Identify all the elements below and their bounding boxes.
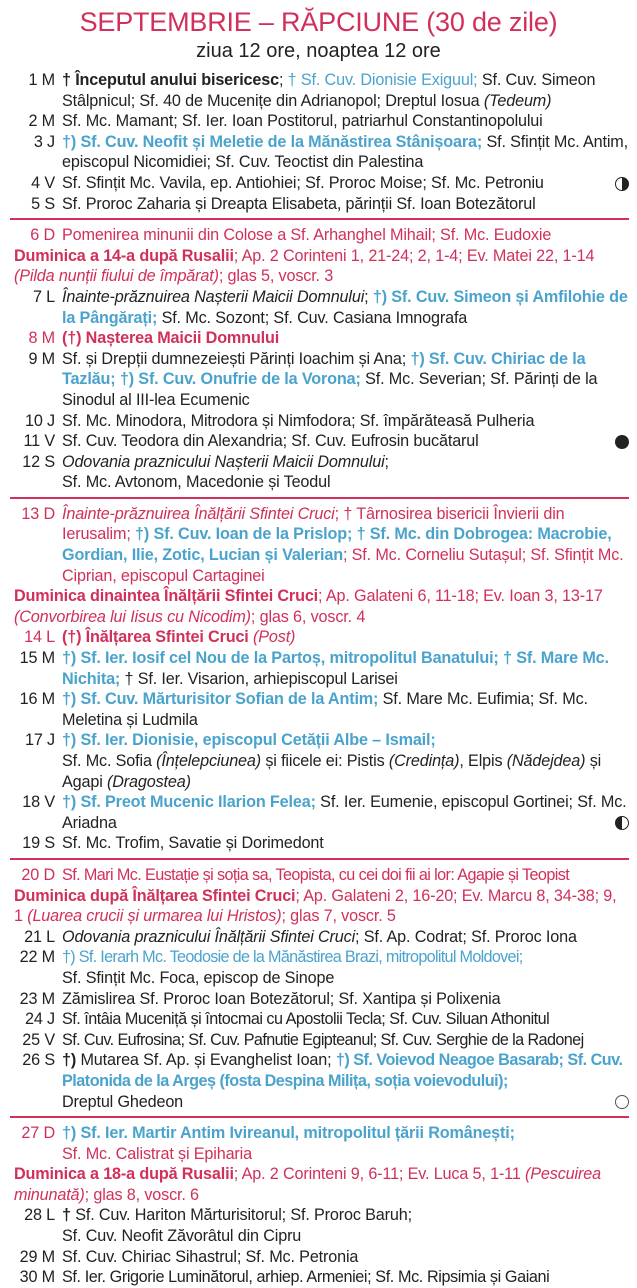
day-row-25 <box>0 1030 637 1051</box>
day-row-1 <box>0 70 637 111</box>
day-text: Sf. Mc. Mamant; Sf. Ier. Ioan Postitorul, patriarhul Constantinopolului <box>62 112 543 131</box>
text: ; † Târnosirea bisericii Învierii din Ierusalim; <box>62 504 565 544</box>
day-label: 5 S <box>31 194 55 213</box>
day-label: 26 S <box>22 1051 55 1070</box>
sunday-title: Duminica dinaintea Înălțării Sfintei Cruci <box>14 587 319 606</box>
day-row-22 <box>0 947 637 988</box>
day-row-30 <box>0 1267 637 1288</box>
week-separator <box>10 218 629 220</box>
day-label: 25 V <box>22 1030 55 1049</box>
text: Sf. Mc. Avtonom, Macedonie și Teodul <box>62 473 331 492</box>
saint-romanian: †) Sf. Voievod Neagoe Basarab; Sf. Cuv. Platonida de la Argeș (fosta Despina Milița, soția voievodului); <box>62 1051 623 1090</box>
day-row-7 <box>0 287 637 328</box>
text: ; glas 5, voscr. 3 <box>218 267 334 286</box>
day-text <box>62 792 629 833</box>
day-label: 3 J <box>33 132 55 151</box>
day-row-10 <box>0 411 637 432</box>
text: Sf. Cuv. Simeon Stâlpnicul; Sf. 40 de Mucenițe din Adrianopol; Dreptul Iosua <box>62 71 596 110</box>
day-label: 16 M <box>19 690 55 709</box>
sunday-readings-20 <box>0 886 637 927</box>
day-row-16 <box>0 689 637 730</box>
day-row-29 <box>0 1247 637 1268</box>
note: (Dragostea) <box>107 772 191 791</box>
day-text: Sf. Mari Mc. Eustație și soția sa, Teopista, cu cei doi fii ai lor: Agapie și Teopist <box>62 865 570 884</box>
day-label: 2 M <box>28 112 55 131</box>
day-text <box>62 627 629 648</box>
saint-romanian: †) Sf. Cuv. Neofit și Meletie de la Mănăstirea Stânișoara; <box>62 132 483 151</box>
text: ; Ap. Galateni 2, 16-20; Ev. Marcu 8, 34-38; 9, 1 <box>14 886 617 926</box>
day-row-2 <box>0 111 637 132</box>
note: Odovania praznicului Înălțării Sfintei Cruci <box>62 927 356 946</box>
sunday-title: Duminica a 18-a după Rusalii <box>14 1165 234 1184</box>
saint-romanian: †) Sf. Cuv. Chiriac de la Tazlău; †) Sf. Cuv. Onufrie de la Vorona; <box>62 349 586 389</box>
note: (Tedeum) <box>483 91 552 110</box>
first-quarter-moon-icon <box>615 177 629 191</box>
text: Sf. Ier. Eumenie, episcopul Gortinei; Sf. Mc. Ariadna <box>62 793 627 832</box>
day-row-19 <box>0 833 637 854</box>
day-text: Zămislirea Sf. Proroc Ioan Botezătorul; Sf. Xantipa și Polixenia <box>62 989 501 1008</box>
saint-romanian: †) Sf. Preot Mucenic Ilarion Felea; <box>62 793 316 812</box>
day-label: 4 V <box>31 173 55 192</box>
saint-romanian: † Sf. Cuv. Dionisie Exiguul; <box>287 71 478 89</box>
new-moon-icon <box>615 435 629 449</box>
day-text: Sf. Cuv. Chiriac Sihastrul; Sf. Mc. Petronia <box>62 1247 359 1266</box>
day-label: 17 J <box>25 731 55 750</box>
note: Înainte-prăznuirea Înălțării Sfintei Cruci <box>62 504 335 523</box>
day-text: Sf. Proroc Zaharia și Dreapta Elisabeta, părinții Sf. Ioan Botezătorul <box>62 194 536 213</box>
text: ; <box>364 287 373 306</box>
text: ; Ap. Galateni 6, 11-18; Ev. Ioan 3, 13-17 <box>318 587 603 606</box>
feast-marker: †) <box>62 1051 77 1070</box>
full-moon-icon <box>615 1095 629 1109</box>
day-text: Sf. întâia Muceniță și întocmai cu Apostolii Tecla; Sf. Cuv. Siluan Athonitul <box>62 1010 550 1029</box>
saint-romanian: †) Sf. Cuv. Mărturisitor Sofian de la Antim; <box>62 690 379 709</box>
day-label: 28 L <box>24 1206 55 1225</box>
day-row-5 <box>0 194 637 215</box>
text: ; Ap. 2 Corinteni 9, 6-11; Ev. Luca 5, 1-11 <box>233 1165 526 1184</box>
text: și fiicele ei: Pistis <box>261 752 389 770</box>
day-text <box>62 349 629 411</box>
day-row-26 <box>0 1050 637 1112</box>
day-label: 29 M <box>19 1247 55 1266</box>
note: (Pilda nunții fiului de împărat) <box>14 267 219 286</box>
text: Sf. Sfințit Mc. Antim, episcopul Nicomidiei; Sf. Cuv. Teoctist din Palestina <box>62 132 628 172</box>
day-text: Sf. Mc. Trofim, Savatie și Dorimedont <box>62 834 324 853</box>
text: Sf. Mc. Calistrat și Epiharia <box>62 1144 252 1163</box>
day-label: 24 J <box>25 1010 55 1029</box>
day-row-12 <box>0 452 637 493</box>
text: Sf. Mc. Sozont; Sf. Cuv. Casiana Imnografa <box>157 308 468 327</box>
day-row-20 <box>0 865 637 886</box>
note: Odovania praznicului Nașterii Maicii Domnului <box>62 452 385 471</box>
day-text <box>62 648 629 689</box>
text: Sf. Sfințit Mc. Foca, episcop de Sinope <box>62 968 335 987</box>
saint-romanian: †) Sf. Ier. Iosif cel Nou de la Partoș, mitropolitul Banatului; † Sf. Mare Mc. Nichita; <box>62 649 609 688</box>
day-row-13 <box>0 504 637 586</box>
day-text: Sf. Sfințit Mc. Vavila, ep. Antiohiei; Sf. Proroc Moise; Sf. Mc. Petroniu <box>62 173 544 192</box>
week-separator <box>10 1116 629 1118</box>
month-title: SEPTEMBRIE – RĂPCIUNE (30 de zile) <box>79 7 558 37</box>
week-separator <box>10 858 629 860</box>
sunday-title: Duminica a 14-a după Rusalii <box>14 246 234 265</box>
day-label: 30 M <box>19 1268 55 1287</box>
day-text: Sf. Cuv. Eufrosina; Sf. Cuv. Pafnutie Egipteanul; Sf. Cuv. Serghie de la Radonej <box>62 1030 584 1049</box>
day-row-21 <box>0 927 637 948</box>
feast-major: † Începutul anului bisericesc <box>62 71 279 89</box>
text: , Elpis <box>459 752 507 770</box>
day-label: 21 L <box>24 927 55 946</box>
day-label: 14 L <box>24 628 55 647</box>
text: Mutarea Sf. Ap. și Evanghelist Ioan; <box>76 1051 336 1070</box>
saint-romanian: †) Sf. Ier. Martir Antim Ivireanul, mitropolitul țării Românești; <box>62 1124 515 1143</box>
day-label: 19 S <box>22 834 55 853</box>
text: Dreptul Ghedeon <box>62 1092 184 1111</box>
text: Sf. Cuv. Neofit Zăvorâtul din Cipru <box>62 1227 302 1246</box>
text: ; Ap. 2 Corinteni 1, 21-24; 2, 1-4; Ev. Matei 22, 1-14 <box>233 246 595 265</box>
day-row-4 <box>0 173 637 194</box>
day-row-8 <box>0 328 637 349</box>
text: ; Sf. Ap. Codrat; Sf. Proroc Iona <box>355 927 577 946</box>
day-row-9 <box>0 349 637 411</box>
text: ; <box>384 452 389 471</box>
note: (Luarea crucii și urmarea lui Hristos) <box>27 907 282 926</box>
note: (Credința) <box>388 752 460 770</box>
day-row-15 <box>0 648 637 689</box>
text: Sf. Mare Mc. Eufimia; Sf. Mc. Meletina și Ludmila <box>62 690 588 729</box>
day-text <box>62 504 629 586</box>
day-length-subtitle: ziua 12 ore, noaptea 12 ore <box>196 40 441 62</box>
day-label: 20 D <box>21 865 55 884</box>
sunday-readings-13 <box>0 586 637 627</box>
text: ; Sf. Mc. Corneliu Sutașul; Sf. Sfințit Mc. Ciprian, episcopul Cartaginei <box>62 546 624 585</box>
day-label: 11 V <box>23 432 55 451</box>
day-text <box>62 927 629 948</box>
note: (Nădejdea) <box>506 752 586 770</box>
text: † Sf. Ier. Visarion, arhiepiscopul Larisei <box>120 669 398 688</box>
text: Sf. Cuv. Hariton Mărturisitorul; Sf. Proroc Baruh; <box>70 1206 412 1225</box>
day-row-27 <box>0 1123 637 1164</box>
feast-marker: † <box>62 1206 71 1225</box>
sunday-readings-27 <box>0 1164 637 1205</box>
day-label: 1 M <box>28 71 55 89</box>
day-text <box>62 689 629 730</box>
day-text <box>62 1050 629 1112</box>
day-text <box>62 452 629 493</box>
day-text <box>62 70 629 111</box>
day-label: 7 L <box>32 287 55 306</box>
day-label: 18 V <box>22 793 55 812</box>
text: și Agapi <box>62 752 602 791</box>
day-label: 23 M <box>19 989 55 1008</box>
week-separator <box>10 497 629 499</box>
day-label: 13 D <box>21 504 55 523</box>
text: ; <box>278 71 288 89</box>
day-text: (†) Nașterea Maicii Domnului <box>62 329 280 348</box>
day-text <box>62 1205 629 1246</box>
note: (Înțelepciunea) <box>156 752 261 770</box>
day-row-28 <box>0 1205 637 1246</box>
day-row-11 <box>0 431 637 452</box>
day-label: 10 J <box>25 411 55 430</box>
day-label: 27 D <box>21 1124 55 1143</box>
day-row-3 <box>0 132 637 173</box>
day-label: 9 M <box>28 349 55 368</box>
text: Sf. Mc. Severian; Sf. Părinți de la Sinodul al III-lea Ecumenic <box>62 370 598 409</box>
day-row-14 <box>0 627 637 648</box>
day-text: Sf. Ier. Grigorie Luminătorul, arhiep. Armeniei; Sf. Mc. Ripsimia și Gaiani <box>62 1268 550 1287</box>
day-text <box>62 730 629 792</box>
sunday-readings-6 <box>0 246 637 287</box>
feast-major: (†) Înălțarea Sfintei Cruci <box>62 628 249 647</box>
day-text: Sf. Mc. Minodora, Mitrodora și Nimfodora; Sf. împărăteasă Pulheria <box>62 411 535 430</box>
note: (Pescuirea minunată) <box>14 1165 601 1204</box>
text: ; glas 8, voscr. 6 <box>84 1185 199 1204</box>
text: Sf. și Drepții dumnezeiești Părinți Ioachim și Ana; <box>62 349 411 368</box>
day-row-18 <box>0 792 637 833</box>
note: (Convorbirea lui Iisus cu Nicodim) <box>14 607 251 626</box>
day-text: Pomenirea minunii din Colose a Sf. Arhanghel Mihail; Sf. Mc. Eudoxie <box>62 226 552 245</box>
saint-romanian: †) Sf. Cuv. Ioan de la Prislop; † Sf. Mc. din Dobrogea: Macrobie, Gordian, Ilie, Zotic, Lucian și Valerian <box>62 525 612 565</box>
note: Înainte-prăznuirea Nașterii Maicii Domnului <box>62 287 365 306</box>
day-row-6 <box>0 225 637 246</box>
text: ; glas 6, voscr. 4 <box>250 607 366 626</box>
saint-romanian: †) Sf. Cuv. Simeon și Amfilohie de la Pângărați; <box>62 287 628 327</box>
text: ; glas 7, voscr. 5 <box>281 907 396 926</box>
day-text <box>62 287 629 328</box>
text: Sf. Mc. Sofia <box>62 752 157 770</box>
saint-romanian: †) Sf. Ier. Dionisie, episcopul Cetății Albe – Ismail; <box>62 731 436 750</box>
day-text <box>62 132 629 173</box>
saint-romanian: †) Sf. Ierarh Mc. Teodosie de la Mănăstirea Brazi, mitropolitul Moldovei; <box>62 948 523 967</box>
day-label: 12 S <box>22 452 55 471</box>
day-text <box>62 1123 629 1164</box>
sunday-title: Duminica după Înălțarea Sfintei Cruci <box>14 886 296 905</box>
day-text <box>62 947 629 988</box>
day-label: 22 M <box>19 948 55 967</box>
day-text: Sf. Cuv. Teodora din Alexandria; Sf. Cuv. Eufrosin bucătarul <box>62 432 479 451</box>
day-row-23 <box>0 989 637 1010</box>
day-row-17 <box>0 730 637 792</box>
note: (Post) <box>248 628 296 647</box>
day-label: 15 M <box>19 649 55 668</box>
day-label: 6 D <box>30 226 55 245</box>
day-label: 8 M <box>28 329 55 348</box>
day-row-24 <box>0 1009 637 1030</box>
